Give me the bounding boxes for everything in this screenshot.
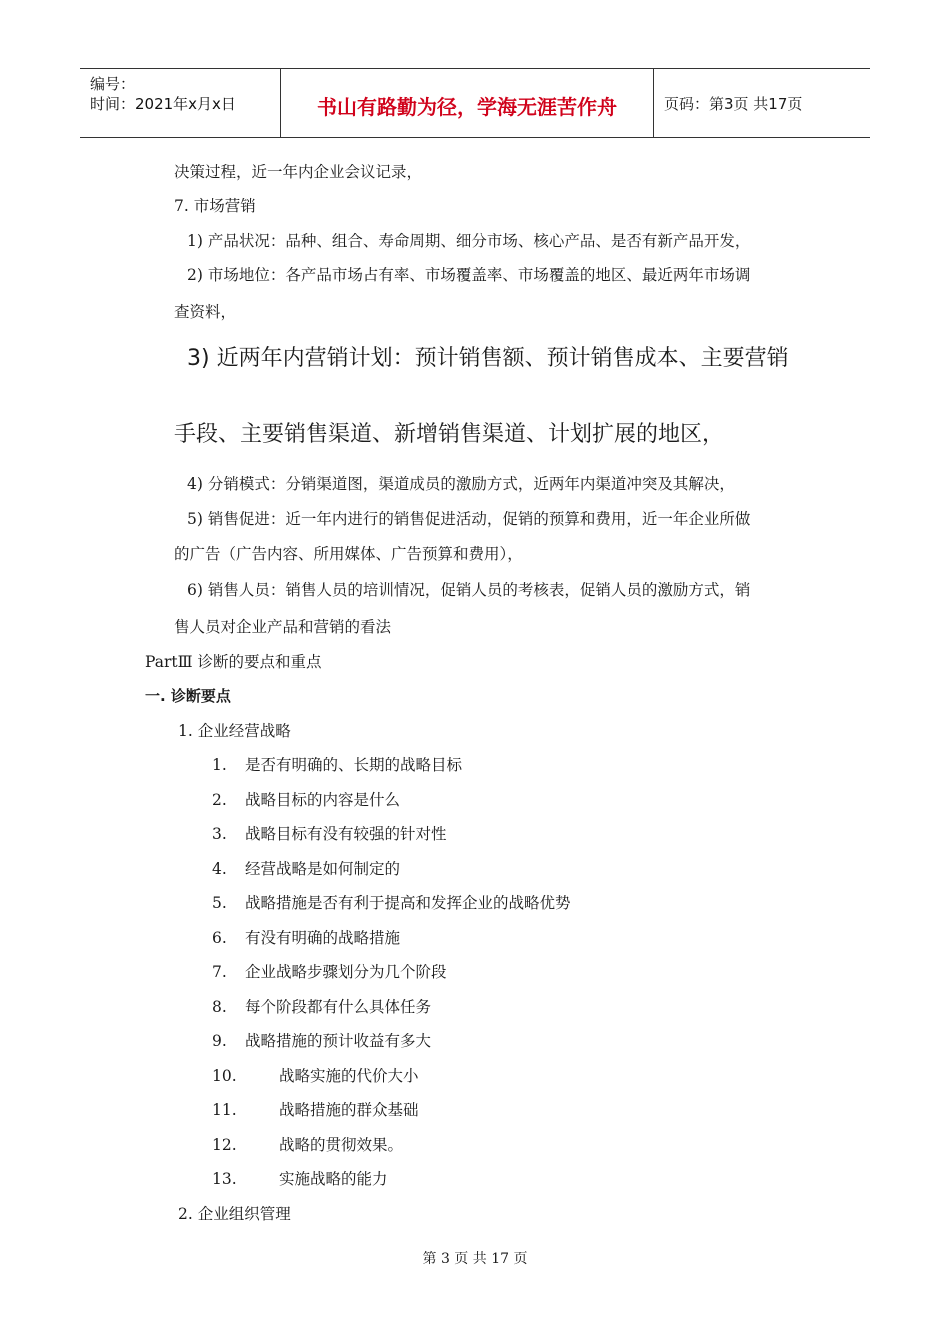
list-item: 2) 市场地位：各产品市场占有率、市场覆盖率、市场覆盖的地区、最近两年市场调 (187, 266, 751, 284)
document-time-label: 时间：2021年x月x日 (90, 95, 236, 113)
header-motto: 书山有路勤为径，学海无涯苦作舟 (317, 95, 617, 119)
subsection-heading: 2. 企业组织管理 (178, 1205, 291, 1223)
document-number-label: 编号： (90, 75, 136, 93)
list-item: 7. 企业战略步骤划分为几个阶段 (212, 963, 447, 981)
list-item: 10. 战略实施的代价大小 (212, 1067, 419, 1085)
list-item: 9. 战略措施的预计收益有多大 (212, 1032, 432, 1050)
list-item: 1) 产品状况：品种、组合、寿命周期、细分市场、核心产品、是否有新产品开发， (187, 232, 751, 250)
header-motto-cell (281, 69, 654, 137)
subsection-heading: 1. 企业经营战略 (178, 722, 291, 740)
paragraph-line: 售人员对企业产品和营销的看法 (174, 618, 392, 636)
header-meta-cell (80, 69, 281, 137)
page-header (80, 68, 870, 138)
paragraph-line: 决策过程，近一年内企业会议记录， (174, 163, 423, 181)
paragraph-line: 查资料， (174, 303, 237, 321)
part-heading: PartⅢ 诊断的要点和重点 (145, 653, 322, 671)
list-item: 5) 销售促进：近一年内进行的销售促进活动，促销的预算和费用，近一年企业所做 (187, 510, 751, 528)
list-item: 3. 战略目标有没有较强的针对性 (212, 825, 447, 843)
list-item: 13. 实施战略的能力 (212, 1170, 388, 1188)
list-item: 2. 战略目标的内容是什么 (212, 791, 401, 809)
page-footer: 第 3 页 共 17 页 (422, 1251, 528, 1267)
list-item: 5. 战略措施是否有利于提高和发挥企业的战略优势 (212, 894, 571, 912)
list-item: 6. 有没有明确的战略措施 (212, 929, 401, 947)
list-item: 11. 战略措施的群众基础 (212, 1101, 419, 1119)
list-item: 4. 经营战略是如何制定的 (212, 860, 401, 878)
header-page-cell (654, 69, 870, 137)
section-heading: 一. 诊断要点 (145, 687, 231, 705)
list-item: 12. 战略的贯彻效果。 (212, 1136, 404, 1154)
paragraph-line: 的广告（广告内容、所用媒体、广告预算和费用）， (174, 545, 523, 563)
list-item: 1. 是否有明确的、长期的战略目标 (212, 756, 463, 774)
header-page-info: 页码：第3页 共17页 (664, 95, 803, 113)
section-heading-marketing: 7. 市场营销 (174, 197, 256, 215)
list-item-large: 3) 近两年内营销计划：预计销售额、预计销售成本、主要营销 (187, 346, 789, 371)
list-item: 4) 分销模式：分销渠道图，渠道成员的激励方式，近两年内渠道冲突及其解决， (187, 475, 735, 493)
list-item: 6) 销售人员：销售人员的培训情况，促销人员的考核表，促销人员的激励方式，销 (187, 581, 751, 599)
paragraph-line-large: 手段、主要销售渠道、新增销售渠道、计划扩展的地区， (174, 422, 725, 447)
list-item: 8. 每个阶段都有什么具体任务 (212, 998, 432, 1016)
